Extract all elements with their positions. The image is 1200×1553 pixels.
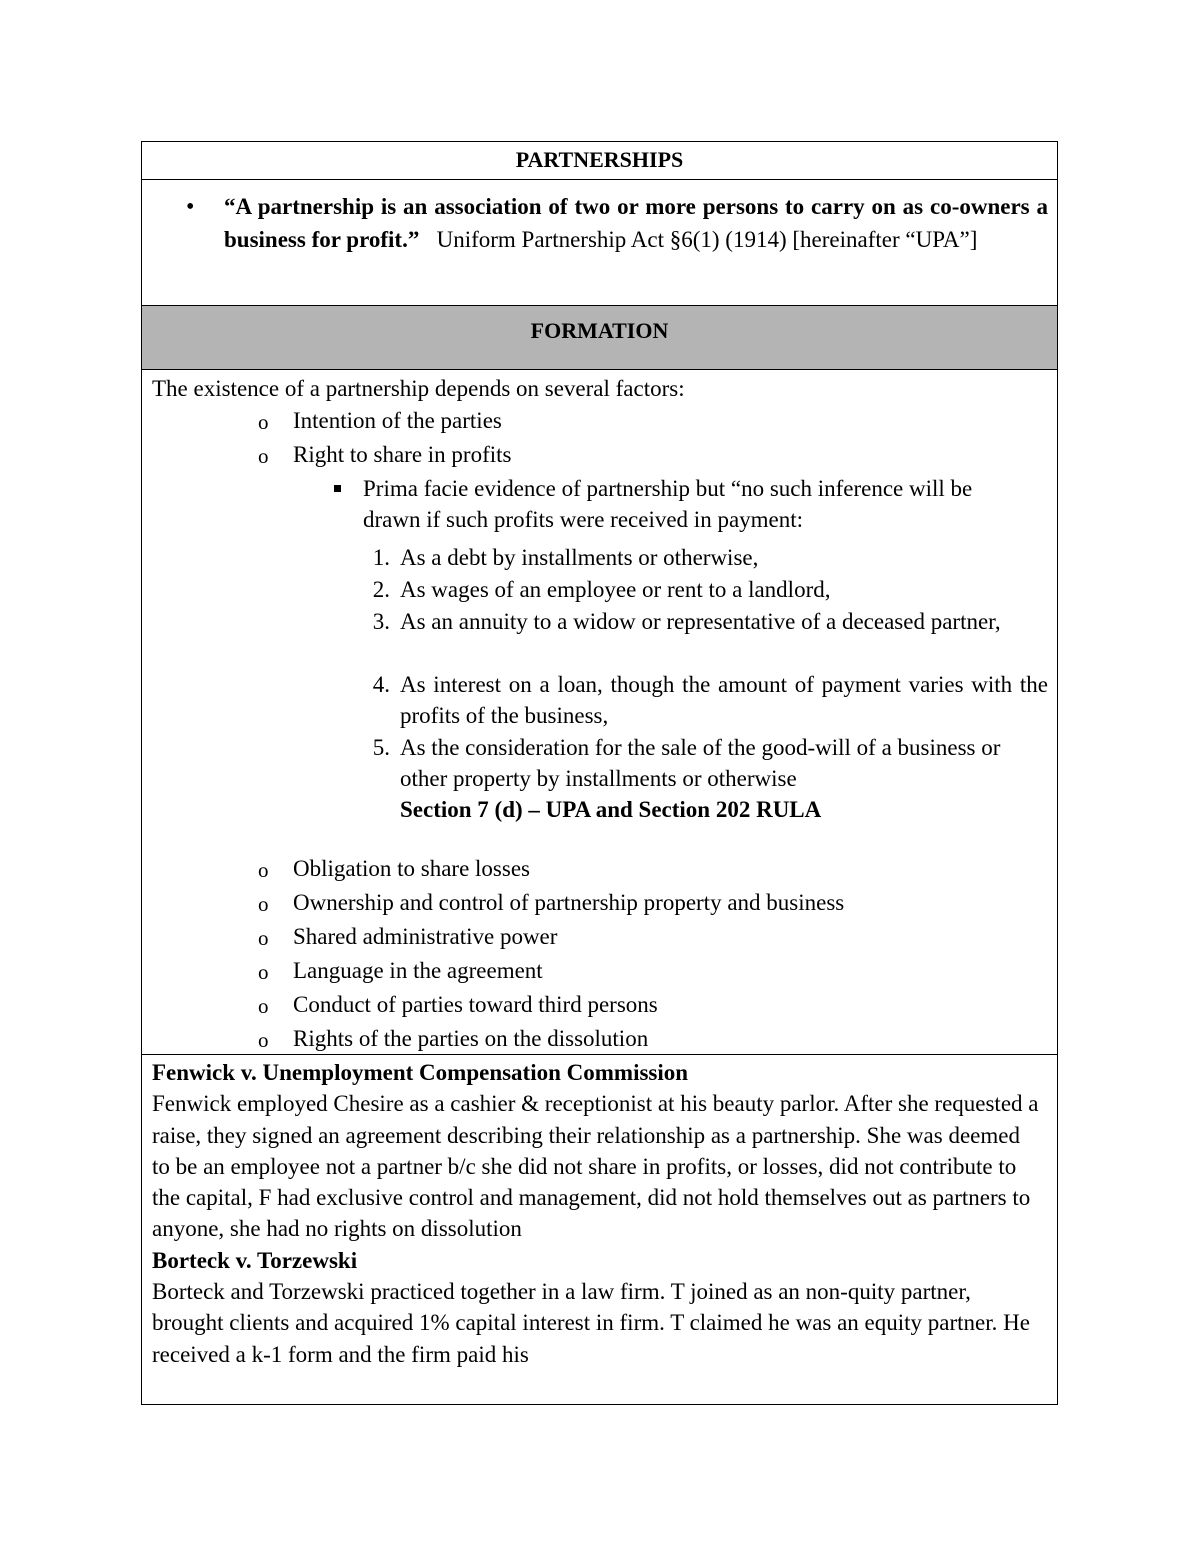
definition-citation: Uniform Partnership Act §6(1) (1914) [hereinafter “UPA”] (436, 227, 978, 252)
title-row (142, 142, 1057, 180)
definition-quote: “A partnership is an association of two or more persons to carry on as co-owners a business for profit.” (224, 194, 1048, 252)
exception-item: As interest on a loan, though the amount of payment varies with the profits of the business, (400, 672, 1048, 728)
factor-item: Conduct of parties toward third persons (293, 992, 658, 1017)
hollow-circle-icon: o (258, 926, 269, 950)
exception-number: 2. (372, 577, 390, 602)
definition-row (142, 180, 1057, 306)
hollow-circle-icon: o (258, 960, 269, 984)
exception-item: As wages of an employee or rent to a landlord, (400, 577, 831, 602)
formation-factors-row (142, 370, 1057, 1055)
exception-item: As a debt by installments or otherwise, (400, 545, 759, 570)
section-reference: Section 7 (d) – UPA and Section 202 RULA (400, 797, 822, 822)
prima-facie-text: Prima facie evidence of partnership but “no such inference will be drawn if such profits were received in payment: (363, 476, 973, 532)
bullet-dot-icon: • (186, 194, 195, 220)
case-summary: Borteck and Torzewski practiced together in a law firm. T joined as an non-quity partner, brought clients and acquired 1% capital interest in firm. T claimed he was an equity partner. He received a k-1 form and the firm paid his (152, 1279, 1030, 1367)
page-title: PARTNERSHIPS (515, 147, 684, 172)
outline-table (141, 141, 1058, 1405)
factor-item: Obligation to share losses (293, 856, 530, 881)
exception-item: As the consideration for the sale of the good-will of a business or other property by installments or otherwise (400, 735, 1001, 791)
factor-item: Right to share in profits (293, 442, 512, 467)
case-name: Borteck v. Torzewski (152, 1247, 358, 1273)
exception-number: 3. (372, 609, 390, 634)
formation-heading-row (142, 306, 1057, 370)
case-summary: Fenwick employed Chesire as a cashier & receptionist at his beauty parlor. After she requested a raise, they signed an agreement describing their relationship as a partnership. She was deemed to be an employee not a partner b/c she did not share in profits, or losses, did not contribute to the capital, F had exclusive control and management, did not hold themselves out as partners to anyone, she had no rights on dissolution (152, 1091, 1039, 1242)
hollow-circle-icon: o (258, 892, 269, 916)
definition-text (224, 190, 1048, 256)
case-block (152, 1057, 1042, 1370)
exception-item: As an annuity to a widow or representative of a deceased partner, (400, 609, 1001, 634)
factor-item: Language in the agreement (293, 958, 543, 983)
factor-item: Ownership and control of partnership property and business (293, 890, 845, 915)
hollow-circle-icon: o (258, 444, 269, 468)
hollow-circle-icon: o (258, 1028, 269, 1052)
hollow-circle-icon: o (258, 410, 269, 434)
cases-row (142, 1055, 1057, 1405)
exception-number: 4. (372, 672, 390, 697)
formation-intro: The existence of a partnership depends on several factors: (152, 376, 685, 401)
exception-number: 1. (372, 545, 390, 570)
exception-number: 5. (372, 735, 390, 760)
factor-item: Rights of the parties on the dissolution (293, 1026, 649, 1051)
formation-heading: FORMATION (530, 318, 669, 343)
square-bullet-icon (334, 485, 341, 492)
case-name: Fenwick v. Unemployment Compensation Commission (152, 1060, 689, 1085)
factor-item: Shared administrative power (293, 924, 558, 949)
factor-item: Intention of the parties (293, 408, 502, 433)
hollow-circle-icon: o (258, 858, 269, 882)
hollow-circle-icon: o (258, 994, 269, 1018)
